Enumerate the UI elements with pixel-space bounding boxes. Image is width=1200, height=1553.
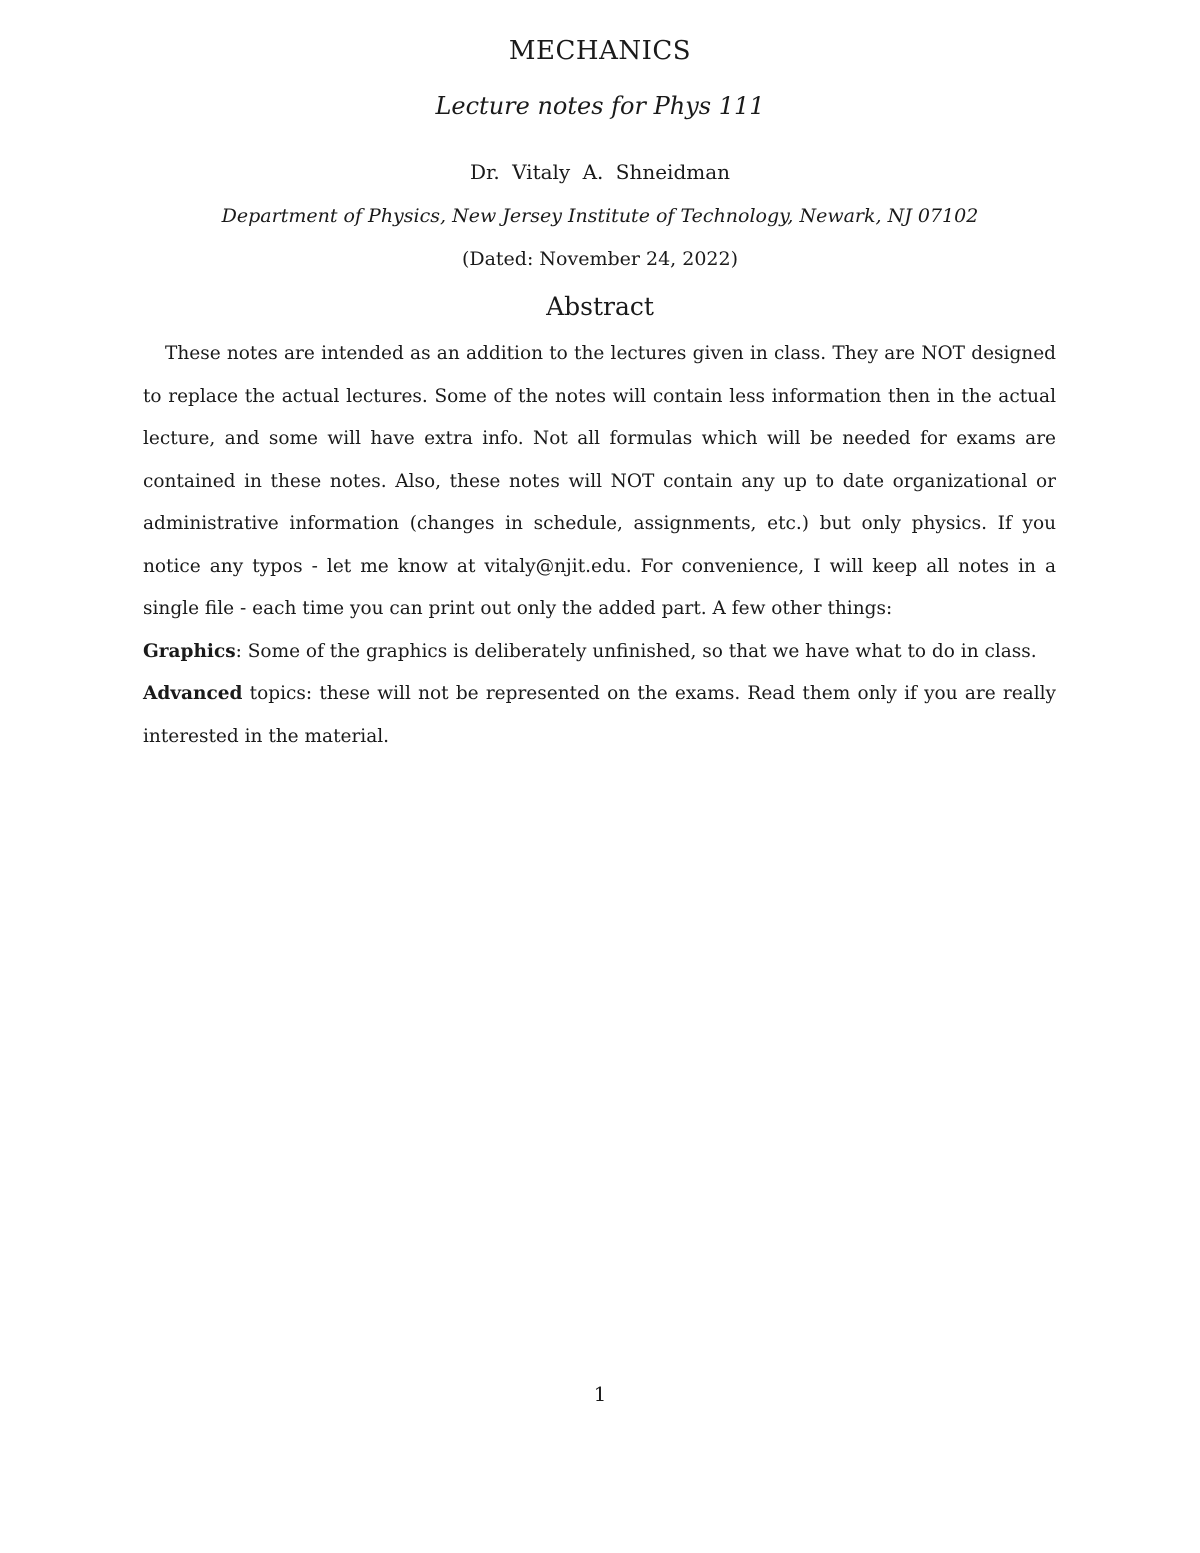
advanced-text: topics: these will not be represented on the exams. Read them only if you are really interested in the material. <box>143 683 1056 747</box>
advanced-note <box>143 673 1056 758</box>
document-subtitle: Lecture notes for Phys 111 <box>435 92 765 120</box>
graphics-label: Graphics <box>143 640 236 662</box>
author-affiliation: Department of Physics, New Jersey Institute of Technology, Newark, NJ 07102 <box>221 205 979 227</box>
abstract-body <box>143 333 1056 758</box>
graphics-text: : Some of the graphics is deliberately unfinished, so that we have what to do in class. <box>235 640 1037 662</box>
document-date: (Dated: November 24, 2022) <box>461 248 739 270</box>
abstract-paragraph: These notes are intended as an addition to the lectures given in class. They are NOT designed to replace the actual lectures. Some of the notes will contain less information then in the actual lecture, and some will have extra info. Not all formulas which will be needed for exams are contained in these notes. Also, these notes will NOT contain any up to date organizational or administrative information (changes in schedule, assignments, etc.) but only physics. If you notice any typos - let me know at vitaly@njit.edu. For convenience, I will keep all notes in a single file - each time you can print out only the added part. A few other things: <box>143 343 1056 619</box>
page-number: 1 <box>593 1382 607 1406</box>
graphics-note <box>143 631 1056 674</box>
author-name: Dr. Vitaly A. Shneidman <box>469 160 731 184</box>
abstract-heading: Abstract <box>546 292 654 321</box>
advanced-label: Advanced <box>143 683 243 704</box>
document-title: MECHANICS <box>508 36 692 66</box>
